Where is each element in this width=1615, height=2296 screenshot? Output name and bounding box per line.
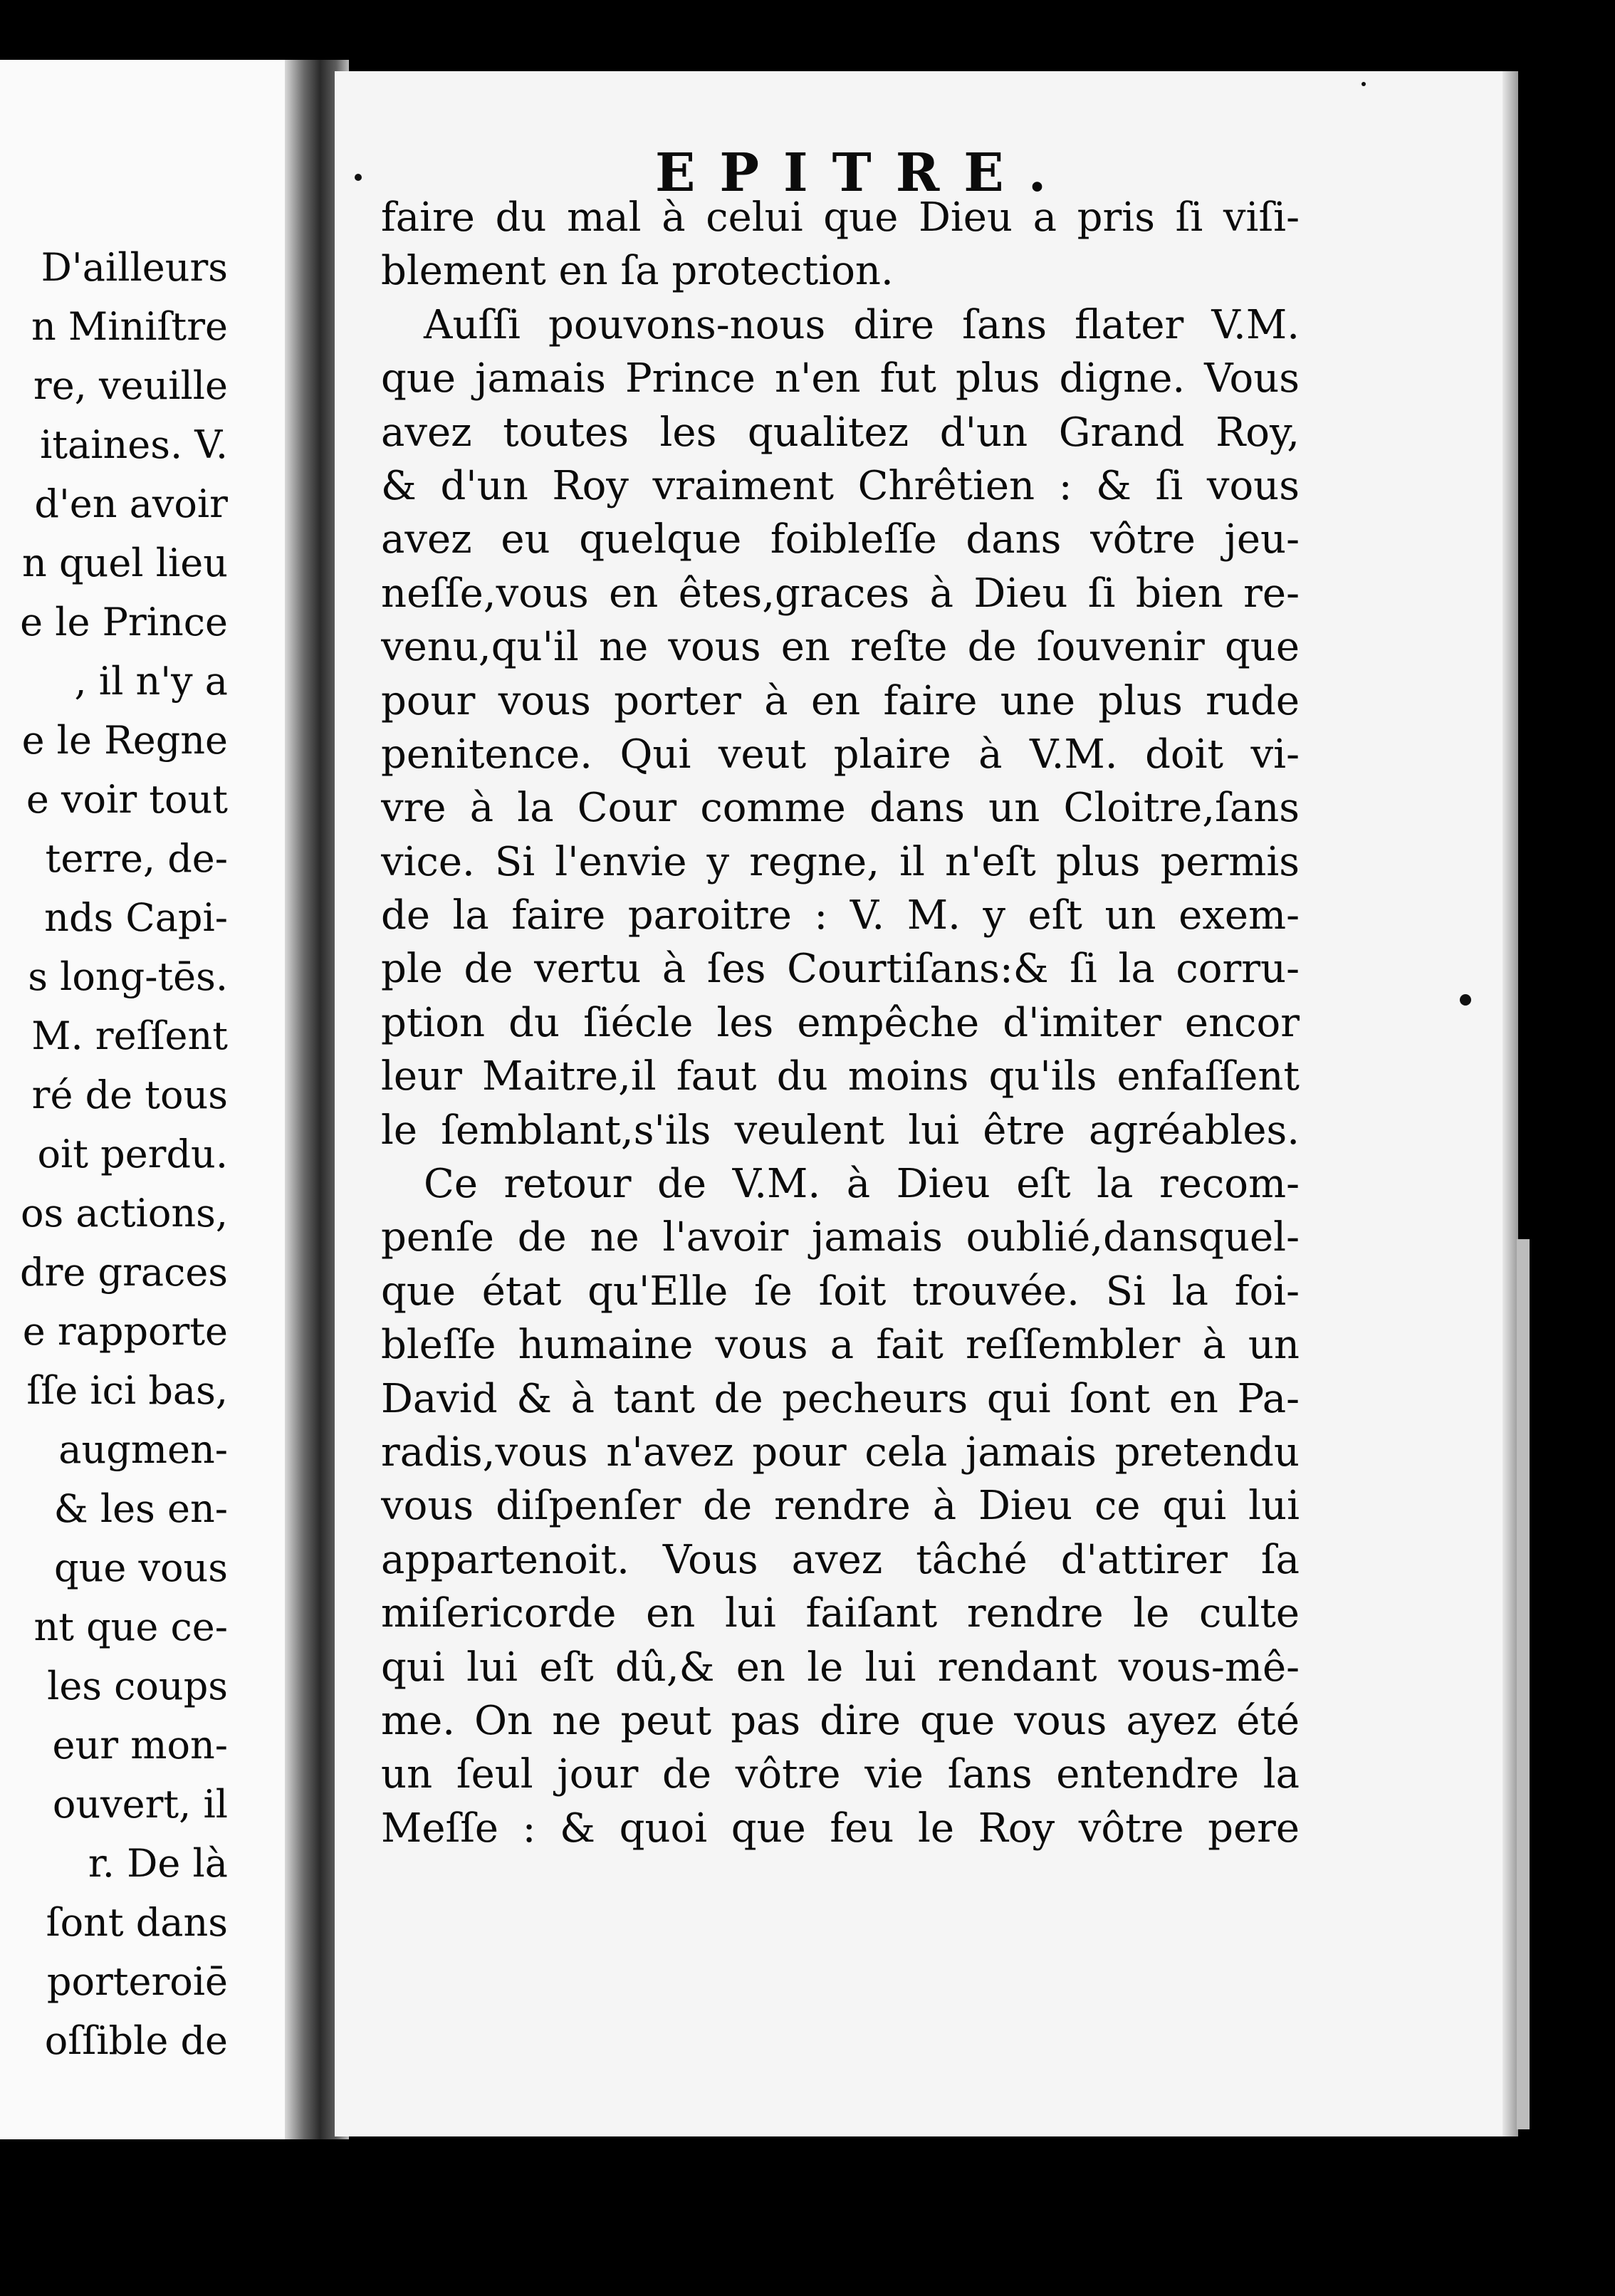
text-line: appartenoit. Vous avez tâché d'attirer ſa xyxy=(381,1536,1300,1583)
left-page-line: & les en- xyxy=(53,1486,228,1531)
ink-speck xyxy=(355,174,362,181)
text-line: penitence. Qui veut plaire à V.M. doit vi- xyxy=(381,731,1300,778)
text-line: penſe de ne l'avoir jamais oublié,dansquel- xyxy=(381,1214,1300,1261)
text-line: un ſeul jour de vôtre vie ſans entendre la xyxy=(381,1751,1300,1798)
left-page-line: e rapporte xyxy=(22,1309,228,1354)
left-page-line: que vous xyxy=(54,1545,228,1590)
left-page-line: d'en avoir xyxy=(34,481,228,526)
text-line: ple de vertu à ſes Courtiſans:& ſi la corru- xyxy=(381,946,1300,993)
left-page-line: les coups xyxy=(47,1664,228,1708)
left-page-line: itaines. V. xyxy=(40,422,228,467)
left-page-text xyxy=(0,238,228,2070)
left-page-line: oſſible de xyxy=(44,2018,228,2063)
text-line: Auſſi pouvons-nous dire ſans flater V.M. xyxy=(424,301,1300,348)
left-page-line: re, veuille xyxy=(33,363,228,408)
text-line: pour vous porter à en faire une plus rude xyxy=(381,677,1300,724)
text-line: que état qu'Elle ſe ſoit trouvée. Si la foi- xyxy=(381,1268,1300,1315)
text-line: blement en ſa protection. xyxy=(381,248,894,295)
left-page-line: oit perdu. xyxy=(37,1132,228,1176)
left-page-line: n quel lieu xyxy=(22,541,228,585)
text-line: radis,vous n'avez pour cela jamais pretendu xyxy=(381,1429,1300,1476)
text-line: vice. Si l'envie y regne, il n'eſt plus permis xyxy=(381,838,1300,885)
left-page-line: os actions, xyxy=(21,1191,228,1236)
text-line: & d'un Roy vraiment Chrêtien : & ſi vous xyxy=(381,462,1300,509)
text-line: leur Maitre,il faut du moins qu'ils enfaſſent xyxy=(381,1053,1300,1100)
running-head: EPITRE. xyxy=(655,142,1071,204)
text-line: vre à la Cour comme dans un Cloitre,ſans xyxy=(381,785,1300,832)
left-page-line: ſont dans xyxy=(46,1900,228,1945)
text-line: le ſemblant,s'ils veulent lui être agréables. xyxy=(381,1107,1300,1154)
left-page-line: s long-tēs. xyxy=(28,954,228,999)
text-line: me. On ne peut pas dire que vous ayez été xyxy=(381,1697,1300,1744)
left-page-line: eur mon- xyxy=(52,1723,228,1768)
left-page-line: ouvert, il xyxy=(52,1782,228,1827)
text-line: qui lui eſt dû,& en le lui rendant vous-mê- xyxy=(381,1644,1300,1691)
text-line: bleſſe humaine vous a fait reſſembler à un xyxy=(381,1322,1300,1369)
text-line: ption du ſiécle les empêche d'imiter encor xyxy=(381,999,1300,1046)
left-page-line: porteroiē xyxy=(46,1959,228,2004)
text-line: avez toutes les qualitez d'un Grand Roy, xyxy=(381,409,1300,456)
left-page-line: augmen- xyxy=(58,1427,228,1472)
left-page-line: dre graces xyxy=(20,1250,228,1295)
left-page-line: M. reſſent xyxy=(31,1013,228,1058)
text-line: neſſe,vous en êtes,graces à Dieu ſi bien re- xyxy=(381,570,1300,617)
left-page-line: e voir tout xyxy=(26,777,228,822)
text-line: Ce retour de V.M. à Dieu eſt la recom- xyxy=(424,1161,1300,1208)
text-line: de la faire paroitre : V. M. y eſt un exem- xyxy=(381,892,1300,939)
text-line: David & à tant de pecheurs qui ſont en Pa- xyxy=(381,1375,1300,1422)
right-page-edge xyxy=(1502,71,1518,2136)
text-line: vous diſpenſer de rendre à Dieu ce qui lui xyxy=(381,1483,1300,1530)
page-body-text xyxy=(381,191,1300,1855)
text-line: Meſſe : & quoi que feu le Roy vôtre pere xyxy=(381,1805,1300,1852)
left-page-line: nds Capi- xyxy=(44,895,228,940)
text-line: avez eu quelque foibleſſe dans vôtre jeu- xyxy=(381,516,1300,563)
text-line: miſericorde en lui faiſant rendre le culte xyxy=(381,1590,1300,1637)
text-line: venu,qu'il ne vous en reſte de ſouvenir que xyxy=(381,624,1300,671)
left-page-line: e le Prince xyxy=(20,600,228,645)
text-line: que jamais Prince n'en fut plus digne. Vous xyxy=(381,355,1300,402)
left-page-line: e le Regne xyxy=(21,718,228,763)
left-page-line: ſſe ici bas, xyxy=(26,1368,228,1413)
text-line: faire du mal à celui que Dieu a pris ſi viſi- xyxy=(381,194,1300,241)
left-page-line: r. De là xyxy=(88,1841,228,1886)
underlying-page-edge xyxy=(1517,1239,1530,2129)
left-page-line: nt que ce- xyxy=(33,1604,228,1649)
ink-speck xyxy=(1361,82,1366,86)
left-page-line: n Miniſtre xyxy=(31,304,228,349)
left-page-line: D'ailleurs xyxy=(41,245,228,290)
left-page-line: , il n'y a xyxy=(74,659,228,704)
left-page-line: ré de tous xyxy=(31,1073,228,1117)
left-page xyxy=(0,60,285,2139)
ink-speck xyxy=(1460,994,1471,1006)
left-page-line: terre, de- xyxy=(45,836,228,881)
